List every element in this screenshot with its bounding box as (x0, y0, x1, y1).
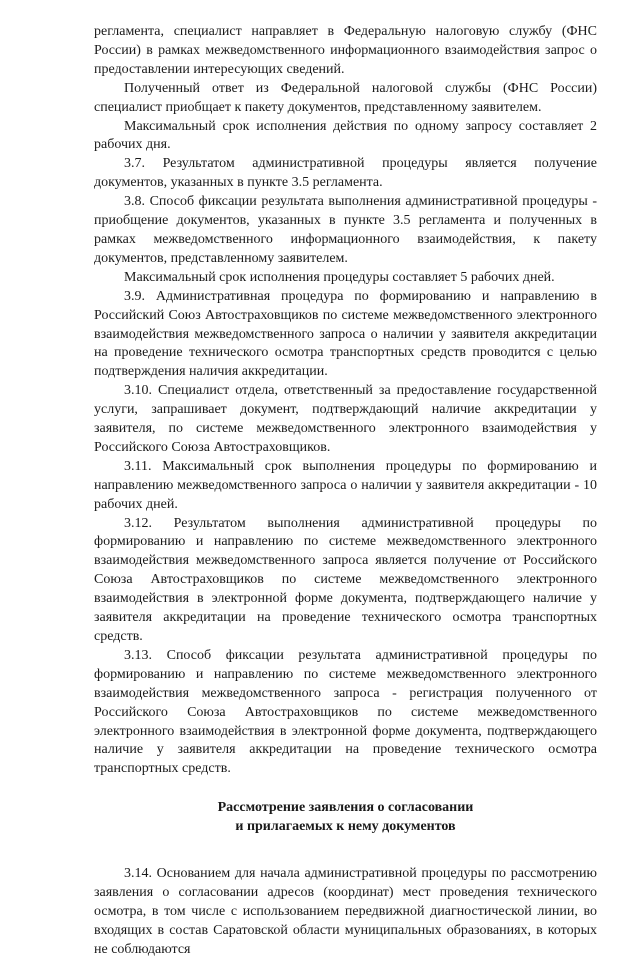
paragraph: 3.10. Специалист отдела, ответственный за предоставление государственной услуги, запрашивает документ, подтверждающий наличие аккредитации у заявителя, по системе межведомственного электронного взаимодействия у Российского Союза Автостраховщиков. (94, 383, 597, 455)
paragraph: 3.8. Способ фиксации результата выполнения административной процедуры - приобщение документов, указанных в пункте 3.5 регламента и полученных в рамках межведомственного информационного взаимодействия, к пакету документов, представленному заявителем. (94, 194, 597, 266)
section-heading-line: и прилагаемых к нему документов (235, 819, 456, 835)
document-body (94, 23, 597, 960)
paragraph: Максимальный срок исполнения процедуры составляет 5 рабочих дней. (124, 269, 555, 285)
paragraph: 3.13. Способ фиксации результата административной процедуры по формированию и направлению по системе межведомственного электронного взаимодействия межведомственного запроса - регистрация полученного от Российского Союза Автостраховщиков по системе межведомственного электронного взаимодействия в электронной форме документа, подтверждающего наличие у заявителя аккредитации на проведение технического осмотра транспортных средств. (94, 647, 597, 777)
section-heading (94, 799, 597, 837)
paragraph: 3.14. Основанием для начала административной процедуры по рассмотрению заявления о согласовании адресов (координат) мест проведения технического осмотра, в том числе с использованием передвижной диагностической линии, во входящих в состав Саратовской области муниципальных образованиях, в которых не соблюдаются (94, 866, 597, 957)
paragraph: 3.11. Максимальный срок выполнения процедуры по формированию и направлению межведомственного запроса о наличии у заявителя аккредитации - 10 рабочих дней. (94, 458, 597, 512)
paragraph: регламента, специалист направляет в Федеральную налоговую службу (ФНС России) в рамках межведомственного информационного взаимодействия запрос о предоставлении интересующих сведений. (94, 24, 597, 77)
paragraph: 3.12. Результатом выполнения административной процедуры по формированию и направлению по системе межведомственного электронного взаимодействия межведомственного запроса является получение от Российского Союза Автостраховщиков по системе межведомственного электронного взаимодействия в электронной форме документа, подтверждающего наличие у заявителя аккредитации на проведение технического осмотра транспортных средств. (94, 515, 597, 644)
section-heading-line: Рассмотрение заявления о согласовании (217, 800, 474, 816)
paragraph: 3.7. Результатом административной процедуры является получение документов, указанных в пункте 3.5 регламента. (94, 156, 597, 191)
paragraph: Максимальный срок исполнения действия по одному запросу составляет 2 рабочих дня. (94, 118, 597, 153)
paragraph: Полученный ответ из Федеральной налоговой службы (ФНС России) специалист приобщает к пакету документов, представленному заявителем. (94, 80, 597, 115)
paragraph: 3.9. Административная процедура по формированию и направлению в Российский Союз Автостраховщиков по системе межведомственного электронного взаимодействия межведомственного запроса о наличии у заявителя аккредитации на проведение технического осмотра транспортных средств проводится с целью подтверждения наличия аккредитации. (94, 288, 597, 380)
